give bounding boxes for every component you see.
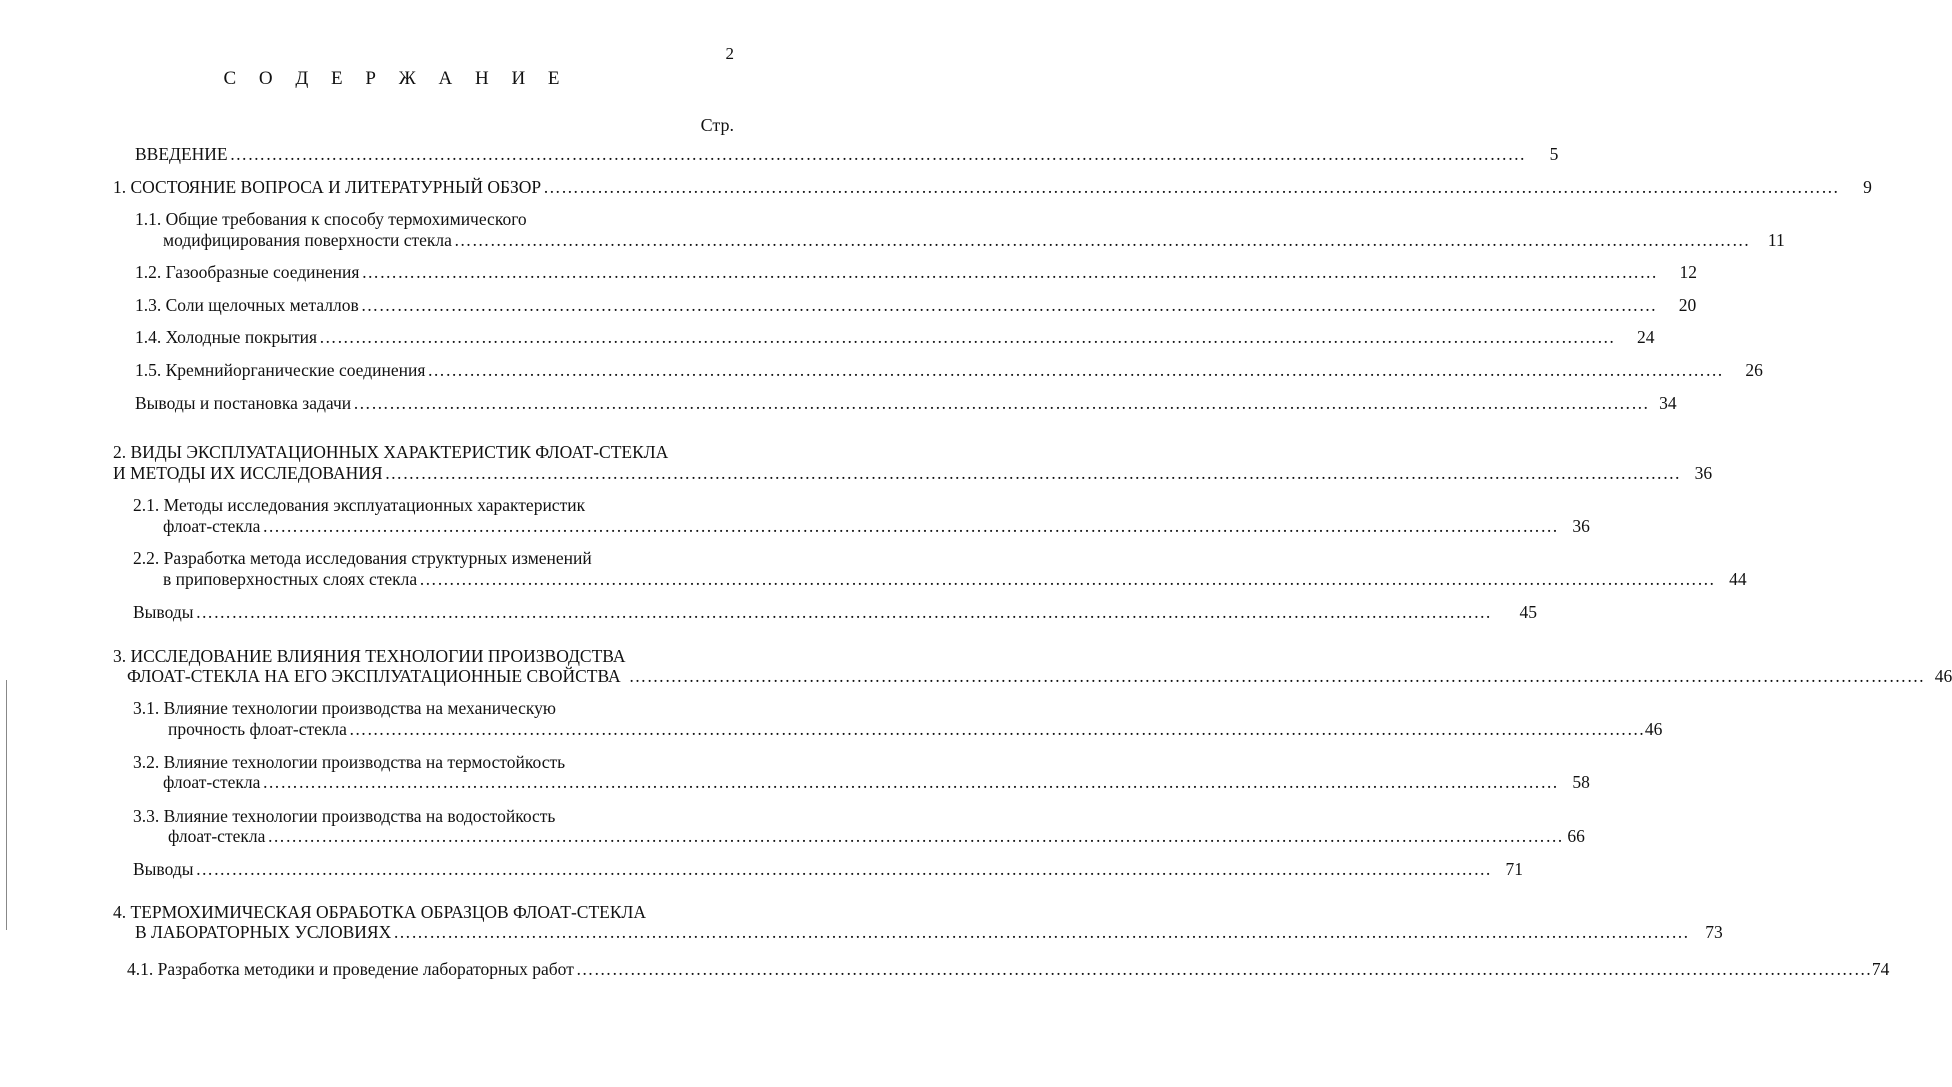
toc-entry-text: Выводы [133,602,194,622]
toc-entry-section-3 [127,665,1952,687]
dot-leader: ……………………………………………………………………………………………………………………………………………………………………………………………… [419,569,1716,589]
page-title: С О Д Е Р Ж А Н И Е [223,68,569,89]
toc-entry-page: 12 [1679,262,1697,282]
dot-leader: ……………………………………………………………………………………………………………………………………………………………………………………………… [628,666,1925,686]
toc-entry-section-4-line1: 4. ТЕРМОХИМИЧЕСКАЯ ОБРАБОТКА ОБРАЗЦОВ ФЛОАТ-СТЕКЛА [113,902,647,922]
page-column-label: Стр. [700,115,734,135]
toc-entry-page: 9 [1863,177,1872,197]
toc-entry-text: ВВЕДЕНИЕ [135,144,228,164]
toc-entry-page: 44 [1729,569,1747,589]
toc-entry-page: 73 [1705,922,1723,942]
toc-entry-page: 20 [1678,295,1697,315]
toc-entry-section-1-conclusions [135,392,1677,414]
toc-entry-1-4 [135,326,1655,348]
toc-entry-page: 26 [1745,360,1763,380]
margin-mark [6,680,7,930]
dot-leader: ……………………………………………………………………………………………………………………………………………………………………………………………… [319,327,1616,347]
toc-entry-text: 4.1. Разработка методики и проведение лабораторных работ [127,959,574,979]
toc-entry-text: флоат-стекла [168,826,266,846]
toc-entry-section-3-conclusions [133,858,1523,880]
toc-entry-page: 11 [1767,230,1785,250]
dot-leader: ……………………………………………………………………………………………………………………………………………………………………………………………… [348,719,1645,739]
dot-leader: ……………………………………………………………………………………………………………………………………………………………………………………………… [229,144,1526,164]
toc-entry-page: 5 [1549,144,1559,164]
toc-entry-page: 45 [1519,602,1537,622]
dot-leader: ……………………………………………………………………………………………………………………………………………………………………………………………… [361,262,1658,282]
toc-entry-text: Выводы и постановка задачи [135,393,352,413]
dot-leader: ……………………………………………………………………………………………………………………………………………………………………………………………… [360,295,1657,315]
toc-entry-section-2-line1: 2. ВИДЫ ЭКСПЛУАТАЦИОННЫХ ХАРАКТЕРИСТИК ФЛОАТ-СТЕКЛА [113,442,669,462]
dot-leader: ……………………………………………………………………………………………………………………………………………………………………………………………… [195,859,1492,879]
toc-entry-text: 1.3. Соли щелочных металлов [135,295,359,315]
toc-entry-text: 1.4. Холодные покрытия [135,327,318,347]
toc-entry-page: 58 [1572,772,1590,792]
toc-entry-1-3 [135,294,1697,316]
dot-leader: ……………………………………………………………………………………………………………………………………………………………………………………………… [543,177,1840,197]
dot-leader: ……………………………………………………………………………………………………………………………………………………………………………………………… [353,393,1650,413]
toc-entry-3-2 [163,771,1590,793]
toc-entry-text: И МЕТОДЫ ИХ ИССЛЕДОВАНИЯ [113,463,383,483]
toc-entry-1-2 [135,261,1697,283]
dot-leader: ……………………………………………………………………………………………………………………………………………………………………………………………… [575,959,1872,979]
toc-entry-text: флоат-стекла [163,516,261,536]
toc-entry-2-2 [163,568,1747,590]
page-number: 2 [725,44,734,63]
dot-leader: ……………………………………………………………………………………………………………………………………………………………………………………………… [427,360,1724,380]
toc-entry-text: прочность флоат-стекла [168,719,347,739]
toc-entry-text: В ЛАБОРАТОРНЫХ УСЛОВИЯХ [135,922,392,942]
dot-leader: ……………………………………………………………………………………………………………………………………………………………………………………………… [393,922,1690,942]
dot-leader: ……………………………………………………………………………………………………………………………………………………………………………………………… [267,826,1564,846]
toc-entry-4-1 [127,958,1890,980]
dot-leader: ……………………………………………………………………………………………………………………………………………………………………………………………… [195,602,1492,622]
toc-entry-text: модифицирования поверхности стекла [163,230,452,250]
toc-entry-page: 24 [1637,327,1655,347]
toc-entry-3-3-line1: 3.3. Влияние технологии производства на водостойкость [133,806,556,826]
toc-entry-2-2-line1: 2.2. Разработка метода исследования структурных изменений [133,548,592,568]
toc-entry-section-3-line1: 3. ИССЛЕДОВАНИЕ ВЛИЯНИЯ ТЕХНОЛОГИИ ПРОИЗВОДСТВА [113,646,626,666]
toc-entry-text: в приповерхностных слоях стекла [163,569,418,589]
toc-entry-page: 46 [1644,719,1663,739]
toc-entry-text: флоат-стекла [163,772,261,792]
toc-entry-text: ФЛОАТ-СТЕКЛА НА ЕГО ЭКСПЛУАТАЦИОННЫЕ СВОЙСТВА [127,666,621,686]
dot-leader: ……………………………………………………………………………………………………………………………………………………………………………………………… [384,463,1681,483]
dot-leader: ……………………………………………………………………………………………………………………………………………………………………………………………… [262,772,1559,792]
toc-entry-section-4 [135,921,1723,943]
toc-entry-text: Выводы [133,859,194,879]
toc-entry-3-3 [168,825,1585,847]
toc-entry-text: 1.5. Кремнийорганические соединения [135,360,426,380]
toc-entry-page: 36 [1572,516,1590,536]
toc-entry-1-5 [135,359,1763,381]
toc-entry-2-1 [163,515,1590,537]
toc-entry-page: 71 [1505,859,1523,879]
toc-entry-3-1-line1: 3.1. Влияние технологии производства на механическую [133,698,556,718]
toc-entry-3-2-line1: 3.2. Влияние технологии производства на термостойкость [133,752,566,772]
toc-entry-page: 74 [1871,959,1890,979]
toc-entry-intro [135,143,1559,165]
toc-entry-section-2-conclusions [133,601,1537,623]
toc-entry-page: 66 [1567,826,1585,846]
toc-entry-2-1-line1: 2.1. Методы исследования эксплуатационных характеристик [133,495,586,515]
toc-entry-page: 46 [1934,666,1952,686]
dot-leader: ……………………………………………………………………………………………………………………………………………………………………………………………… [262,516,1559,536]
toc-entry-section-2 [113,462,1713,484]
toc-entry-1-1-line1: 1.1. Общие требования к способу термохимического [135,209,527,229]
toc-entry-text: 1. СОСТОЯНИЕ ВОПРОСА И ЛИТЕРАТУРНЫЙ ОБЗОР [113,177,542,197]
dot-leader: ……………………………………………………………………………………………………………………………………………………………………………………………… [453,230,1750,250]
toc-entry-1-1 [163,229,1785,251]
toc-entry-section-1 [113,176,1872,198]
toc-entry-page: 36 [1694,463,1713,483]
toc-entry-3-1 [168,718,1663,740]
toc-entry-page: 34 [1659,393,1677,413]
toc-entry-text: 1.2. Газообразные соединения [135,262,360,282]
